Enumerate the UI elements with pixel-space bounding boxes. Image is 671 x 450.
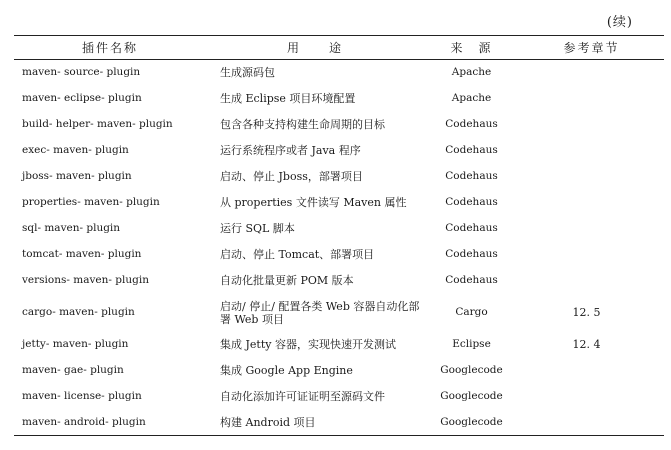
plugin-name-cell: jboss- maven- plugin	[22, 170, 132, 182]
purpose-cell: 运行 SQL 脚本	[220, 222, 295, 235]
header-purpose: 用 途	[206, 36, 424, 60]
table-row	[14, 86, 664, 112]
plugin-name-cell: jetty- maven- plugin	[22, 338, 129, 350]
section-cell	[519, 410, 664, 436]
source-cell: Cargo	[455, 306, 488, 318]
source-cell: Codehaus	[445, 144, 498, 156]
purpose-cell: 从 properties 文件读写 Maven 属性	[220, 196, 407, 209]
purpose-cell: 运行系统程序或者 Java 程序	[220, 144, 361, 157]
purpose-cell: 生成源码包	[220, 66, 275, 80]
source-cell: Apache	[451, 66, 492, 79]
table-row	[14, 216, 664, 242]
plugin-name-cell: cargo- maven- plugin	[22, 306, 135, 318]
table-row	[14, 164, 664, 190]
table-row	[14, 242, 664, 268]
continued-label: (续)	[606, 15, 633, 30]
table-row	[14, 358, 664, 384]
table-row	[14, 138, 664, 164]
source-cell: Googlecode	[440, 390, 503, 402]
header-plugin-name: 插件名称	[14, 36, 206, 60]
source-cell: Codehaus	[445, 118, 498, 130]
table-row	[14, 60, 664, 86]
purpose-cell: 自动化批量更新 POM 版本	[220, 274, 354, 287]
plugin-name-cell: tomcat- maven- plugin	[22, 248, 142, 260]
source-cell: Codehaus	[445, 274, 498, 286]
purpose-cell: 生成 Eclipse 项目环境配置	[220, 92, 356, 105]
source-cell: Codehaus	[445, 248, 498, 260]
plugin-name-cell: maven- eclipse- plugin	[22, 92, 142, 104]
header-source: 来 源	[424, 36, 519, 60]
plugin-name-cell: maven- source- plugin	[22, 66, 141, 79]
section-cell	[519, 384, 664, 410]
purpose-cell: 启动、停止 Jboss，部署项目	[220, 170, 363, 183]
section-cell	[519, 86, 664, 112]
section-cell	[519, 358, 664, 384]
header-reference-section: 参考章节	[519, 36, 664, 60]
purpose-cell: 自动化添加许可证证明至源码文件	[220, 390, 385, 403]
section-cell	[519, 112, 664, 138]
source-cell: Eclipse	[452, 338, 491, 350]
plugin-name-cell: maven- gae- plugin	[22, 364, 124, 376]
purpose-cell: 启动、停止 Tomcat、部署项目	[220, 248, 375, 261]
section-cell	[519, 268, 664, 294]
purpose-cell: 包含各种支持构建生命周期的目标	[220, 118, 385, 131]
maven-plugins-table	[14, 35, 664, 436]
purpose-cell: 启动/ 停止/ 配置各类 Web 容器自动化部署 Web 项目	[220, 299, 420, 326]
table-row	[14, 332, 664, 358]
plugin-name-cell: exec- maven- plugin	[22, 144, 129, 156]
section-cell	[519, 60, 664, 86]
purpose-cell: 构建 Android 项目	[206, 410, 424, 436]
plugin-name-cell: properties- maven- plugin	[22, 196, 160, 208]
source-cell: Codehaus	[445, 170, 498, 182]
table-row	[14, 268, 664, 294]
table-row	[14, 410, 664, 436]
section-cell	[519, 164, 664, 190]
table-row	[14, 112, 664, 138]
source-cell: Codehaus	[445, 196, 498, 208]
purpose-cell: 集成 Google App Engine	[220, 364, 353, 377]
plugin-name-cell: maven- license- plugin	[22, 390, 142, 402]
table-row	[14, 384, 664, 410]
section-cell	[519, 138, 664, 164]
section-cell: 12. 4	[572, 338, 601, 351]
plugin-name-cell: versions- maven- plugin	[22, 274, 149, 286]
plugin-name-cell: sql- maven- plugin	[22, 222, 121, 234]
section-cell	[519, 242, 664, 268]
section-cell	[519, 216, 664, 242]
table-row	[14, 294, 664, 332]
source-cell: Googlecode	[440, 364, 503, 376]
section-cell	[519, 190, 664, 216]
table-row	[14, 190, 664, 216]
source-cell: Apache	[451, 92, 492, 104]
purpose-cell: 集成 Jetty 容器，实现快速开发测试	[220, 338, 396, 351]
plugin-name-cell: maven- android- plugin	[14, 410, 206, 436]
plugin-name-cell: build- helper- maven- plugin	[22, 118, 173, 130]
source-cell: Codehaus	[445, 222, 498, 234]
table-header-row	[14, 36, 664, 60]
source-cell: Googlecode	[424, 410, 519, 436]
section-cell: 12. 5	[572, 306, 601, 319]
